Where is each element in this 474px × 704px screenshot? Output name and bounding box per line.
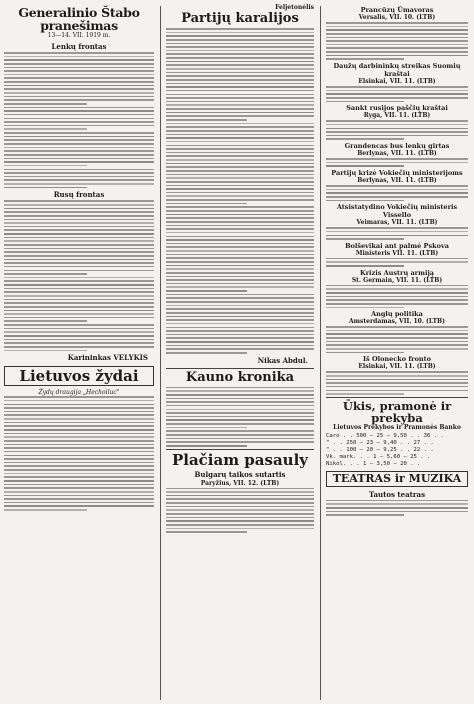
article-text	[166, 488, 314, 533]
table-row: " . . 250 — 23 — 9,40 . . 27 . .	[326, 439, 434, 446]
exchange-table	[326, 433, 468, 468]
article-text	[166, 28, 314, 354]
dateline: Amsterdamas, VII. 10. (LTB)	[349, 318, 445, 326]
article-text	[4, 200, 154, 351]
signature: Nikas Abdul.	[257, 355, 308, 365]
subhead-bulgarian-treaty: Bulgarų taikos sutartis	[194, 469, 286, 479]
headline-economy: Ūkis, pramonė ir prekyba	[342, 398, 452, 425]
article-text	[326, 326, 468, 353]
table-row: Caro . . 500 — 25 — 9,50 . . 36 . .	[326, 432, 444, 439]
section-russian-front: Rusų frontas	[53, 190, 105, 200]
headline-strike: Daužų darbininkų streikas Suomių kraštai	[333, 62, 461, 79]
dateline: Elsinkai, VII. 11. (LTB)	[358, 78, 436, 86]
report-date: 13—14. VII. 1919 m.	[47, 32, 111, 39]
feuilleton-label: Feljetonėlis	[275, 4, 314, 11]
table-row: Vk. mark. . . 1 — 5,60 — 25 . .	[326, 453, 431, 460]
article-text	[326, 500, 468, 516]
column-divider	[160, 6, 161, 700]
table-row: Nikol. . . 1 — 3,50 — 20 . .	[326, 460, 421, 467]
headline-pskov: Bolševikai ant palmė Pskova	[345, 241, 449, 250]
article-text	[166, 387, 314, 447]
headline-french-news: Prancūzų Ūmavoras	[360, 6, 434, 14]
bank-subtitle: Lietuvos Prekybos ir Pramonės Banko	[333, 423, 461, 431]
column-divider	[320, 6, 321, 700]
headline-russian-border: Sankt rusijos paščių kraštai	[346, 104, 448, 113]
headline-general-staff: Generalinio Štabo pranešimas	[18, 5, 140, 33]
box-theatre	[326, 471, 468, 487]
box-title: Lietuvos žydai	[19, 367, 139, 386]
article-text	[326, 120, 468, 140]
headline-wide-world: Plačiam pasauly	[171, 450, 309, 469]
headline-austrian-army: Krizis Austrų armiją	[359, 268, 435, 277]
divider	[326, 397, 468, 398]
headline-olonets-front: Iš Olonecko fronto	[363, 355, 431, 364]
headline-minister-resigned: Atsistatydino Vokiečių ministeris Vissello	[336, 203, 458, 220]
article-text	[326, 22, 468, 60]
article-text	[326, 371, 468, 394]
dateline: Ministeris VII. 11. (LTB)	[355, 249, 439, 257]
dateline: Versalis, VII. 10. (LTB)	[358, 14, 436, 21]
dateline: Paryžius, VII. 12. (LTB)	[200, 479, 280, 487]
signature: Karininkas VELYKIS	[67, 353, 148, 363]
subhead-national-theatre: Tautos teatras	[368, 489, 426, 499]
headline-party-kingdoms: Partijų karalijos	[181, 11, 299, 26]
dateline: Berlynas, VII. 11. (LTB)	[357, 177, 437, 185]
dateline: Elsinkai, VII. 11. (LTB)	[358, 363, 436, 371]
article-text	[4, 396, 154, 510]
article-text	[326, 185, 468, 201]
dateline: Ryga, VII. 11. (LTB)	[363, 112, 431, 120]
article-text	[326, 227, 468, 240]
dateline: St. Germain, VII. 11. (LTB)	[351, 276, 443, 284]
article-text	[4, 52, 154, 188]
headline-kaunas-chronicle: Kauno kronika	[185, 369, 295, 385]
article-text	[326, 285, 468, 308]
section-polish-front: Lenkų frontas	[51, 42, 107, 51]
article-text	[326, 86, 468, 102]
article-text	[326, 258, 468, 267]
table-row: " . . 100 — 20 — 9,25 . . 22 . .	[326, 446, 434, 453]
headline-theatre: TEATRAS ir MUZIKA	[332, 471, 462, 485]
column-right	[326, 6, 468, 518]
dateline: Veimaras, VII. 11. (LTB)	[356, 219, 438, 227]
column-middle	[166, 6, 314, 535]
headline-english-politics: Anglų politika	[371, 310, 423, 319]
divider	[166, 449, 314, 450]
divider	[166, 368, 314, 369]
box-lithuanian-jews	[4, 366, 154, 386]
box-subtitle: Žydų draugija „Hechoiluc"	[38, 389, 120, 397]
headline-party-crisis: Partijų krizė Vokiečių ministerijoms	[331, 169, 463, 178]
article-text	[326, 158, 468, 167]
headline-grudziadz: Grandencas bus lenkų girtas	[344, 142, 450, 151]
dateline: Berlynas, VII. 11. (LTB)	[357, 150, 437, 158]
column-left	[4, 6, 154, 513]
